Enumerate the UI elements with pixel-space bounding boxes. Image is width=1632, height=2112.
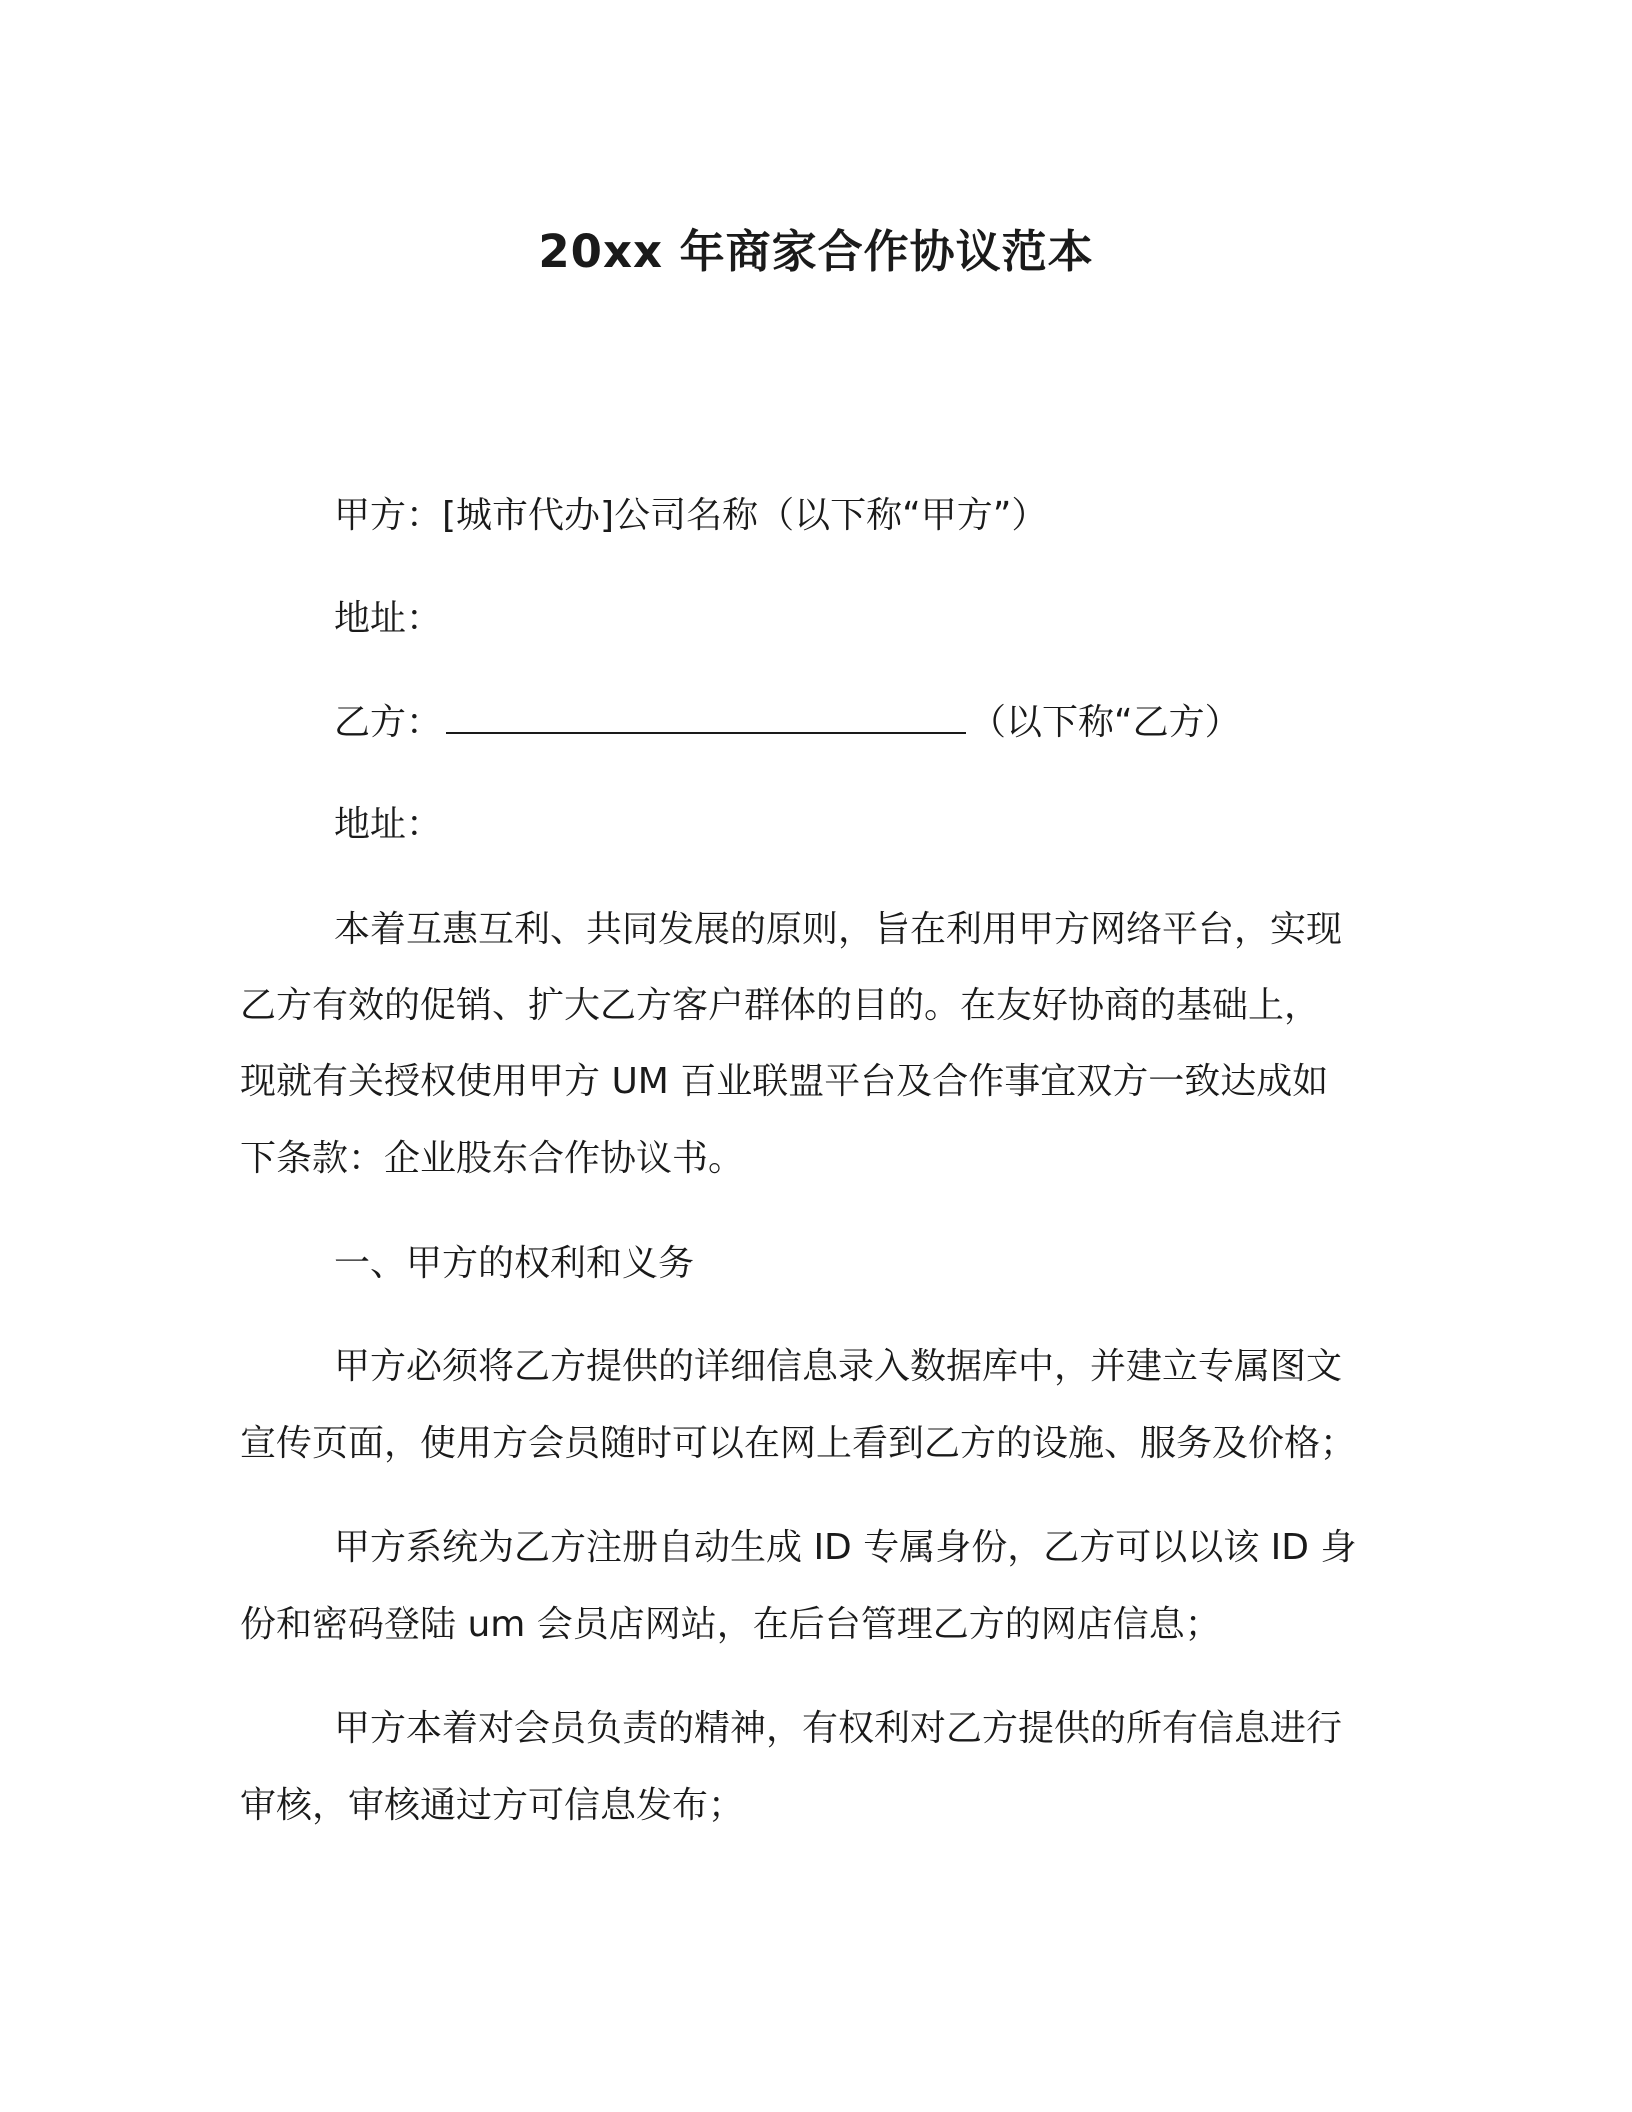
intro-line: 乙方有效的促销、扩大乙方客户群体的目的。在友好协商的基础上， <box>240 985 1321 1026</box>
clause-line: 甲方本着对会员负责的精神，有权利对乙方提供的所有信息进行 <box>334 1708 1343 1749</box>
party-b-name-blank <box>446 698 966 734</box>
intro-line: 下条款：企业股东合作协议书。 <box>240 1138 745 1179</box>
intro-line: 本着互惠互利、共同发展的原则，旨在利用甲方网络平台，实现 <box>334 909 1343 950</box>
party-a-address: 地址： <box>334 598 443 639</box>
clause-line: 甲方系统为乙方注册自动生成 ID 专属身份，乙方可以以该 ID 身 <box>334 1527 1357 1568</box>
clause-line: 宣传页面，使用方会员随时可以在网上看到乙方的设施、服务及价格； <box>240 1423 1357 1464</box>
party-b-line <box>334 698 1241 747</box>
party-b-label: 乙方： <box>334 702 443 743</box>
clause-line: 甲方必须将乙方提供的详细信息录入数据库中，并建立专属图文 <box>334 1346 1343 1387</box>
party-b-alias: （以下称“乙方） <box>970 702 1241 743</box>
document-title: 20xx 年商家合作协议范本 <box>538 225 1094 278</box>
clause-line: 份和密码登陆 um 会员店网站，在后台管理乙方的网店信息； <box>240 1604 1221 1645</box>
intro-line: 现就有关授权使用甲方 UM 百业联盟平台及合作事宜双方一致达成如 <box>240 1061 1329 1102</box>
clause-line: 审核，审核通过方可信息发布； <box>240 1785 745 1826</box>
party-a-line: 甲方：[城市代办]公司名称（以下称“甲方”） <box>334 495 1048 536</box>
section-heading: 一、甲方的权利和义务 <box>334 1243 695 1284</box>
party-b-address: 地址： <box>334 804 443 845</box>
